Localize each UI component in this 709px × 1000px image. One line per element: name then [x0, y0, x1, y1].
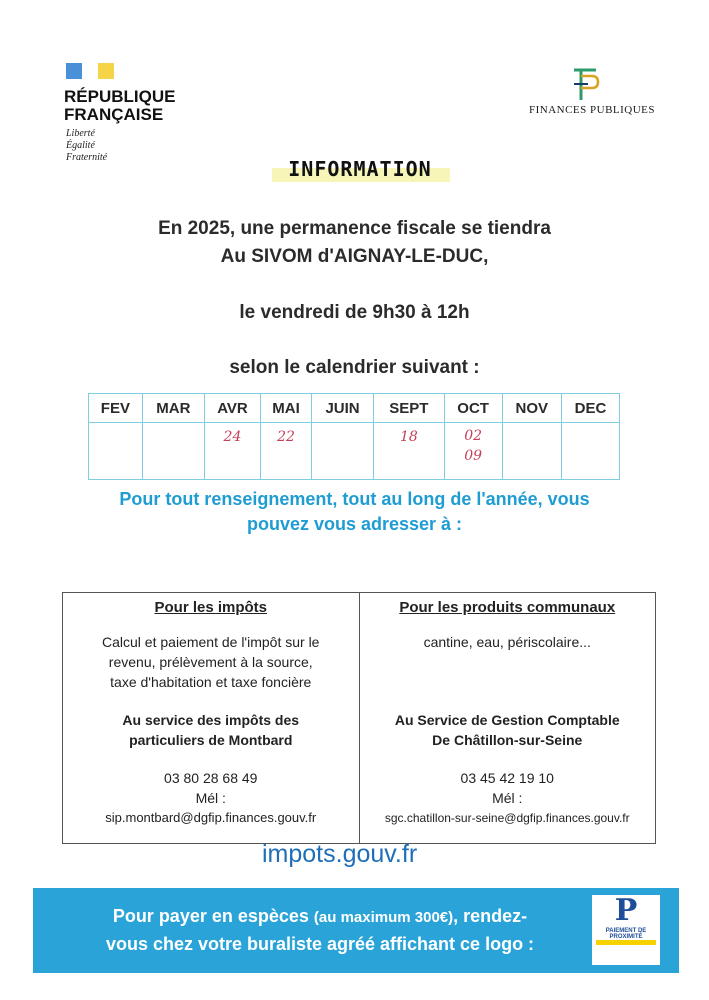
date-cell — [142, 423, 204, 480]
month-header: FEV — [89, 394, 143, 423]
produits-email-link[interactable]: sgc.chatillon-sur-seine@dgfip.finances.gouv.fr — [384, 811, 630, 825]
republique-line2: FRANÇAISE — [64, 105, 164, 124]
motto-fraternite: Fraternité — [66, 152, 108, 163]
impots-service-line: particuliers de Montbard — [129, 732, 293, 748]
contact-intro-line1: Pour tout renseignement, tout au long de l'année, vous — [119, 489, 590, 509]
produits-box — [359, 593, 656, 843]
produits-desc: cantine, eau, périscolaire... — [423, 634, 591, 650]
banner-part1: Pour payer en espèces — [112, 906, 314, 926]
impots-desc-line: taxe d'habitation et taxe foncière — [110, 674, 312, 690]
date-cell: 22 — [261, 423, 312, 480]
date-cell — [502, 423, 561, 480]
finances-publiques-logo-icon — [566, 64, 604, 104]
finances-publiques-label: FINANCES PUBLIQUES — [528, 104, 656, 116]
month-header: DEC — [561, 394, 619, 423]
date-cell — [561, 423, 619, 480]
motto-liberte: Liberté — [66, 128, 95, 139]
impots-box-heading: Pour les impôts — [154, 599, 268, 616]
intro-line-location: Au SIVOM d'AIGNAY-LE-DUC, — [220, 246, 489, 267]
produits-box-heading: Pour les produits communaux — [399, 599, 616, 616]
impots-box — [63, 593, 359, 843]
impots-service-line: Au service des impôts des — [122, 712, 300, 728]
paylogo-text: PAIEMENT DE PROXIMITÉ — [605, 928, 647, 940]
date-cell — [89, 423, 143, 480]
banner-line1 — [50, 903, 590, 931]
month-header: MAI — [261, 394, 312, 423]
calendar-table — [88, 393, 620, 480]
calendar-dates-row — [89, 423, 620, 480]
impots-desc-line: revenu, prélèvement à la source, — [108, 654, 313, 670]
banner-text — [50, 903, 590, 957]
impots-desc-line: Calcul et paiement de l'impôt sur le — [102, 634, 320, 650]
intro-line-calendar: selon le calendrier suivant : — [229, 357, 480, 378]
republique-francaise-logo — [64, 88, 175, 124]
produits-service-line: De Châtillon-sur-Seine — [432, 732, 583, 748]
impots-mel-label: Mél : — [195, 790, 226, 806]
month-header: MAR — [142, 394, 204, 423]
marianne-flag-icon — [66, 63, 114, 79]
month-header: SEPT — [374, 394, 445, 423]
contact-boxes — [62, 592, 656, 844]
produits-mel-label: Mél : — [492, 790, 523, 806]
calendar-header-row — [89, 394, 620, 423]
paylogo-bar — [596, 940, 656, 945]
republique-line1: RÉPUBLIQUE — [64, 87, 176, 106]
intro-line-schedule: le vendredi de 9h30 à 12h — [239, 302, 470, 323]
impots-gouv-logo: impots.gouv.fr — [262, 840, 418, 868]
month-header: NOV — [502, 394, 561, 423]
banner-part2: (au maximum 300€) — [313, 909, 454, 926]
paylogo-letter: P — [614, 893, 638, 928]
date-cell: 18 — [374, 423, 445, 480]
impots-email-link[interactable]: sip.montbard@dgfip.finances.gouv.fr — [105, 810, 317, 825]
produits-service-line: Au Service de Gestion Comptable — [394, 712, 620, 728]
month-header: JUIN — [311, 394, 373, 423]
date-cell — [311, 423, 373, 480]
contact-intro-line2: pouvez vous adresser à : — [246, 514, 463, 534]
produits-phone: 03 45 42 19 10 — [460, 770, 554, 786]
month-header: AVR — [204, 394, 260, 423]
information-title: INFORMATION — [288, 157, 432, 181]
motto-egalite: Égalité — [66, 140, 95, 151]
intro-line-year: En 2025, une permanence fiscale se tiendra — [158, 218, 551, 239]
banner-part3: , rendez- — [453, 906, 528, 926]
republic-motto — [66, 128, 107, 164]
impots-phone: 03 80 28 68 49 — [164, 770, 258, 786]
date-cell: 24 — [204, 423, 260, 480]
month-header: OCT — [444, 394, 502, 423]
date-cell: 02 09 — [444, 423, 502, 480]
banner-line2: vous chez votre buraliste agréé affichant ce logo : — [105, 934, 535, 954]
